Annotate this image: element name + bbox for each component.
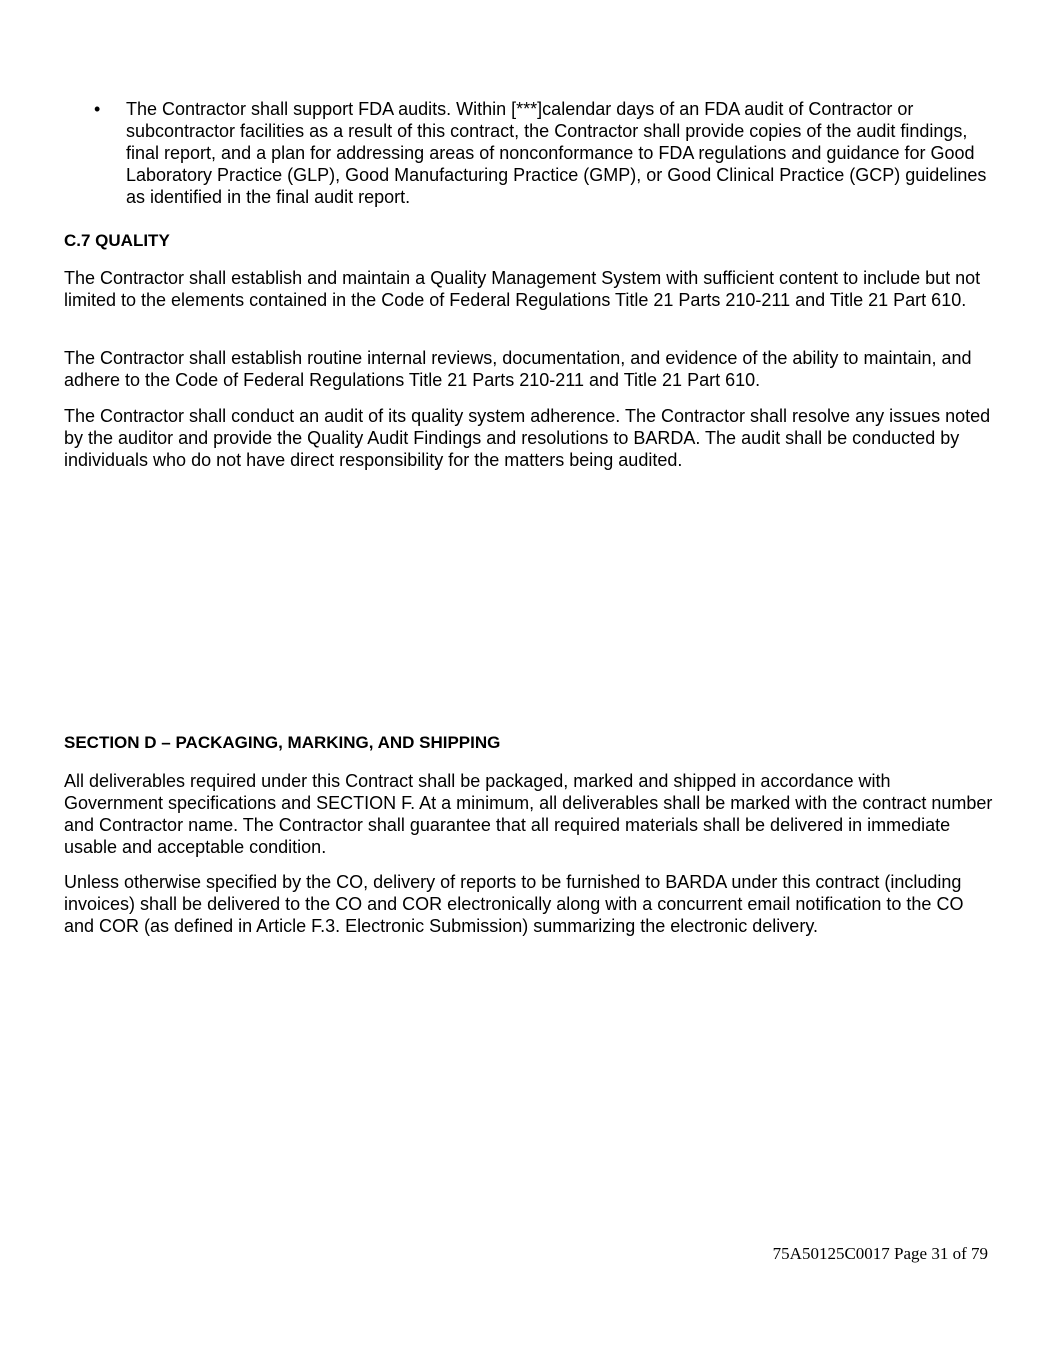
bullet-text: The Contractor shall support FDA audits. Within [***]calendar days of an FDA audit of Contractor or subcontractor facilities as a result of this contract, the Contractor shall provide copies of the audit findings, final report, and a plan for addressing areas of nonconformance to FDA regulations and guidance for Good Laboratory Practice (GLP), Good Manufacturing Practice (GMP), or Good Clinical Practice (GCP) guidelines as identified in the final audit report. <box>126 99 987 207</box>
page-footer: 75A50125C0017 Page 31 of 79 <box>772 1244 988 1263</box>
section-c7-paragraph-3: The Contractor shall conduct an audit of its quality system adherence. The Contractor shall resolve any issues noted by the auditor and provide the Quality Audit Findings and resolutions to BARDA. The audit shall be conducted by individuals who do not have direct responsibility for the matters being audited. <box>64 406 991 470</box>
section-c7-heading: C.7 QUALITY <box>64 231 170 250</box>
section-c7-paragraph-2: The Contractor shall establish routine internal reviews, documentation, and evidence of the ability to maintain, and adhere to the Code of Federal Regulations Title 21 Parts 210-211 and Title 21 Part 610. <box>64 348 972 390</box>
section-d-paragraph-1: All deliverables required under this Contract shall be packaged, marked and shipped in accordance with Government specifications and SECTION F. At a minimum, all deliverables shall be marked with the contract number and Contractor name. The Contractor shall guarantee that all required materials shall be delivered in immediate usable and acceptable condition. <box>64 771 993 857</box>
bullet-mark: • <box>94 99 101 119</box>
section-c7-paragraph-1: The Contractor shall establish and maintain a Quality Management System with sufficient content to include but not limited to the elements contained in the Code of Federal Regulations Title 21 Parts 210-211 and Title 21 Part 610. <box>64 268 981 310</box>
section-d-paragraph-2: Unless otherwise specified by the CO, delivery of reports to be furnished to BARDA under this contract (including invoices) shall be delivered to the CO and COR electronically along with a concurrent email notification to the CO and COR (as defined in Article F.3. Electronic Submission) summarizing the electronic delivery. <box>64 872 964 936</box>
section-d-heading: SECTION D – PACKAGING, MARKING, AND SHIPPING <box>64 733 501 752</box>
